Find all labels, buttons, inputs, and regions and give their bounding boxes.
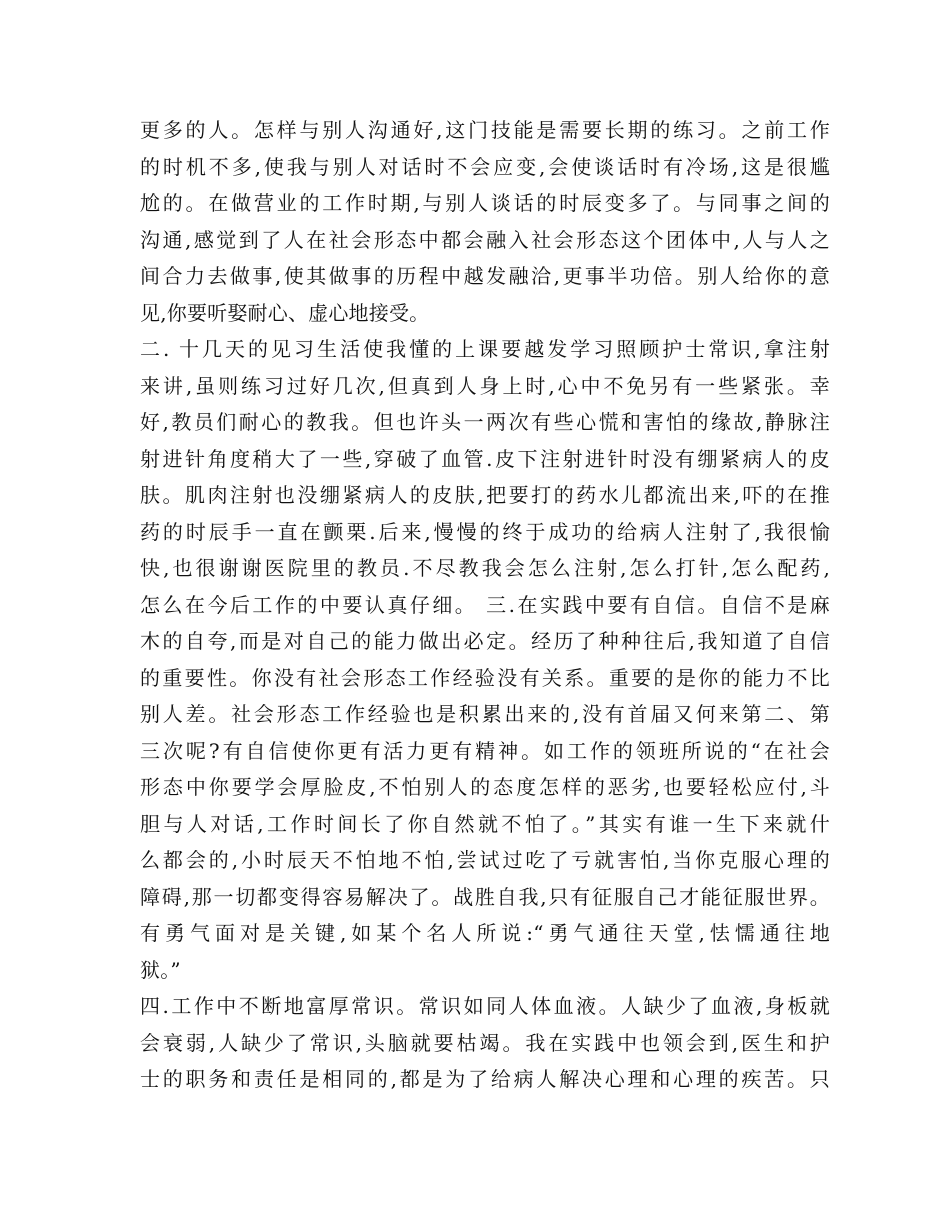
text-line: 三次呢?有自信使你更有活力更有精神。如工作的领班所说的“在社会	[140, 738, 830, 763]
text-line: 二. 十几天的见习生活使我懂的上课要越发学习照顾护士常识,拿注射	[140, 337, 830, 361]
text-line: 见,你要听娶耐心、虚心地接受。	[140, 300, 430, 325]
text-line: 四.工作中不断地富厚常识。常识如同人体血液。人缺少了血液,身板就	[140, 994, 830, 1018]
text-line: 狱。”	[140, 957, 181, 982]
text-line: 射进针角度稍大了一些,穿破了血管.皮下注射进针时没有绷紧病人的皮	[140, 446, 830, 471]
text-line: 有勇气面对是关键,如某个名人所说:“勇气通往天堂,怯懦通往地	[140, 921, 830, 945]
text-line: 的时机不多,使我与别人对话时不会应变,会使谈话时有冷场,这是很尴	[140, 154, 830, 179]
text-line: 的重要性。你没有社会形态工作经验没有关系。重要的是你的能力不比	[140, 665, 830, 690]
text-line: 沟通,感觉到了人在社会形态中都会融入社会形态这个团体中,人与人之	[140, 227, 830, 252]
text-line: 药的时辰手一直在颤栗.后来,慢慢的终于成功的给病人注射了,我很愉	[140, 519, 830, 544]
text-line: 好,教员们耐心的教我。但也许头一两次有些心慌和害怕的缘故,静脉注	[140, 410, 830, 434]
text-line: 么都会的,小时辰天不怕地不怕,尝试过吃了亏就害怕,当你克服心理的	[140, 848, 830, 872]
body-text	[140, 112, 830, 1098]
text-line: 别人差。社会形态工作经验也是积累出来的,没有首届又何来第二、第	[140, 702, 830, 726]
text-line: 士的职务和责任是相同的,都是为了给病人解决心理和心理的疾苦。只	[140, 1067, 830, 1091]
text-line: 肤。肌肉注射也没绷紧病人的皮肤,把要打的药水儿都流出来,吓的在推	[140, 483, 830, 507]
text-line: 快,也很谢谢医院里的教员.不尽教我会怎么注射,怎么打针,怎么配药,	[140, 556, 830, 580]
text-line: 更多的人。怎样与别人沟通好,这门技能是需要长期的练习。之前工作	[140, 118, 830, 142]
text-line: 障碍,那一切都变得容易解决了。战胜自我,只有征服自己才能征服世界。	[140, 884, 830, 909]
text-line: 木的自夸,而是对自己的能力做出必定。经历了种种往后,我知道了自信	[140, 629, 830, 653]
text-line: 来讲,虽则练习过好几次,但真到人身上时,心中不免另有一些紧张。幸	[140, 373, 830, 398]
text-line: 胆与人对话,工作时间长了你自然就不怕了。”其实有谁一生下来就什	[140, 811, 830, 836]
text-line: 形态中你要学会厚脸皮,不怕别人的态度怎样的恶劣,也要轻松应付,斗	[140, 775, 830, 799]
text-line: 怎么在今后工作的中要认真仔细。 三.在实践中要有自信。自信不是麻	[140, 592, 830, 617]
text-line: 间合力去做事,使其做事的历程中越发融洽,更事半功倍。别人给你的意	[140, 264, 830, 288]
text-line: 尬的。在做营业的工作时期,与别人谈话的时辰变多了。与同事之间的	[140, 191, 830, 215]
text-line: 会衰弱,人缺少了常识,头脑就要枯竭。我在实践中也领会到,医生和护	[140, 1030, 830, 1055]
